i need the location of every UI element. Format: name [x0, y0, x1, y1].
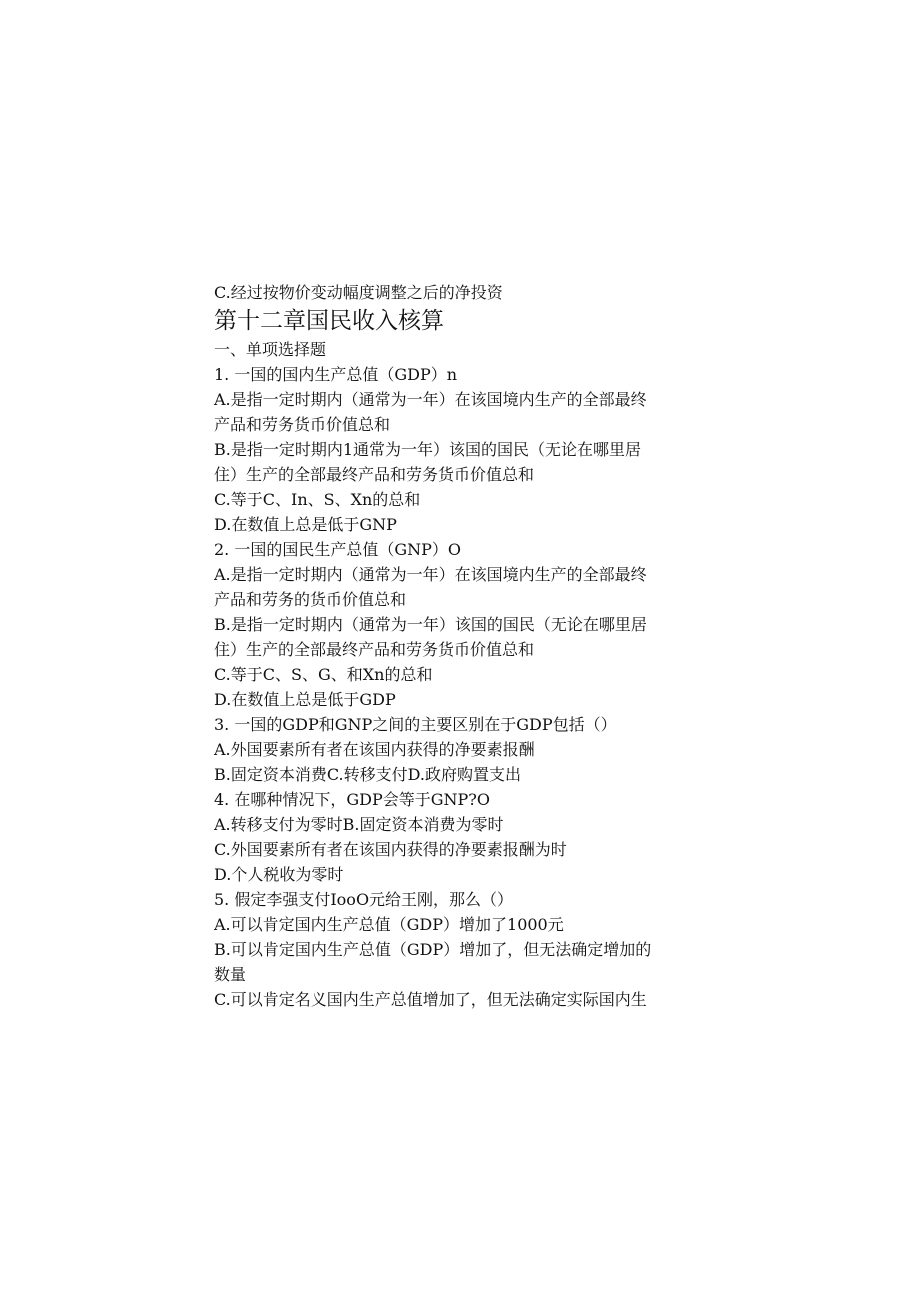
- question-5-option-c-line-1: C.可以肯定名义国内生产总值增加了，但无法确定实际国内生: [214, 990, 647, 1009]
- question-5-stem: 5. 假定李强支付IooO元给王刚，那么（）: [214, 890, 514, 909]
- question-3-stem: 3. 一国的GDP和GNP之间的主要区别在于GDP包括（）: [214, 715, 617, 734]
- question-5-option-b-line-2: 数量: [214, 965, 247, 984]
- chapter-title: 第十二章国民收入核算: [214, 308, 444, 334]
- question-2-option-b-line-1: B.是指一定时期内（通常为一年）该国的国民（无论在哪里居: [214, 615, 647, 634]
- question-1-option-a-line-1: A.是指一定时期内（通常为一年）在该国境内生产的全部最终: [214, 390, 647, 409]
- question-4-option-c: C.外国要素所有者在该国内获得的净要素报酬为时: [214, 840, 567, 859]
- question-5-option-a: A.可以肯定国内生产总值（GDP）增加了1000元: [214, 915, 564, 934]
- section-title: 一、单项选择题: [214, 340, 327, 359]
- question-3-option-a: A.外国要素所有者在该国内获得的净要素报酬: [214, 740, 535, 759]
- question-3-options-bcd: B.固定资本消费C.转移支付D.政府购置支出: [214, 765, 521, 784]
- document-body: [214, 280, 714, 1012]
- question-2-option-c: C.等于C、S、G、和Xn的总和: [214, 665, 433, 684]
- question-2-option-d: D.在数值上总是低于GDP: [214, 690, 396, 709]
- question-1-stem: 1. 一国的国内生产总值（GDP）n: [214, 365, 458, 384]
- top-fragment-line: C.经过按物价变动幅度调整之后的净投资: [214, 283, 503, 302]
- question-1-option-b-line-2: 住）生产的全部最终产品和劳务货币价值总和: [214, 465, 535, 484]
- question-4-options-ab: A.转移支付为零时B.固定资本消费为零时: [214, 815, 504, 834]
- question-1-option-a-line-2: 产品和劳务货币价值总和: [214, 415, 391, 434]
- question-2-stem: 2. 一国的国民生产总值（GNP）O: [214, 540, 462, 559]
- question-2-option-a-line-2: 产品和劳务的货币价值总和: [214, 590, 407, 609]
- question-5-option-b-line-1: B.可以肯定国内生产总值（GDP）增加了，但无法确定增加的: [214, 940, 652, 959]
- question-1-option-d: D.在数值上总是低于GNP: [214, 515, 397, 534]
- question-4-stem: 4. 在哪种情况下，GDP会等于GNP?O: [214, 790, 490, 809]
- question-1-option-c: C.等于C、In、S、Xn的总和: [214, 490, 421, 509]
- question-2-option-a-line-1: A.是指一定时期内（通常为一年）在该国境内生产的全部最终: [214, 565, 647, 584]
- question-1-option-b-line-1: B.是指一定时期内1通常为一年）该国的国民（无论在哪里居: [214, 440, 642, 459]
- question-2-option-b-line-2: 住）生产的全部最终产品和劳务货币价值总和: [214, 640, 535, 659]
- question-4-option-d: D.个人税收为零时: [214, 865, 344, 884]
